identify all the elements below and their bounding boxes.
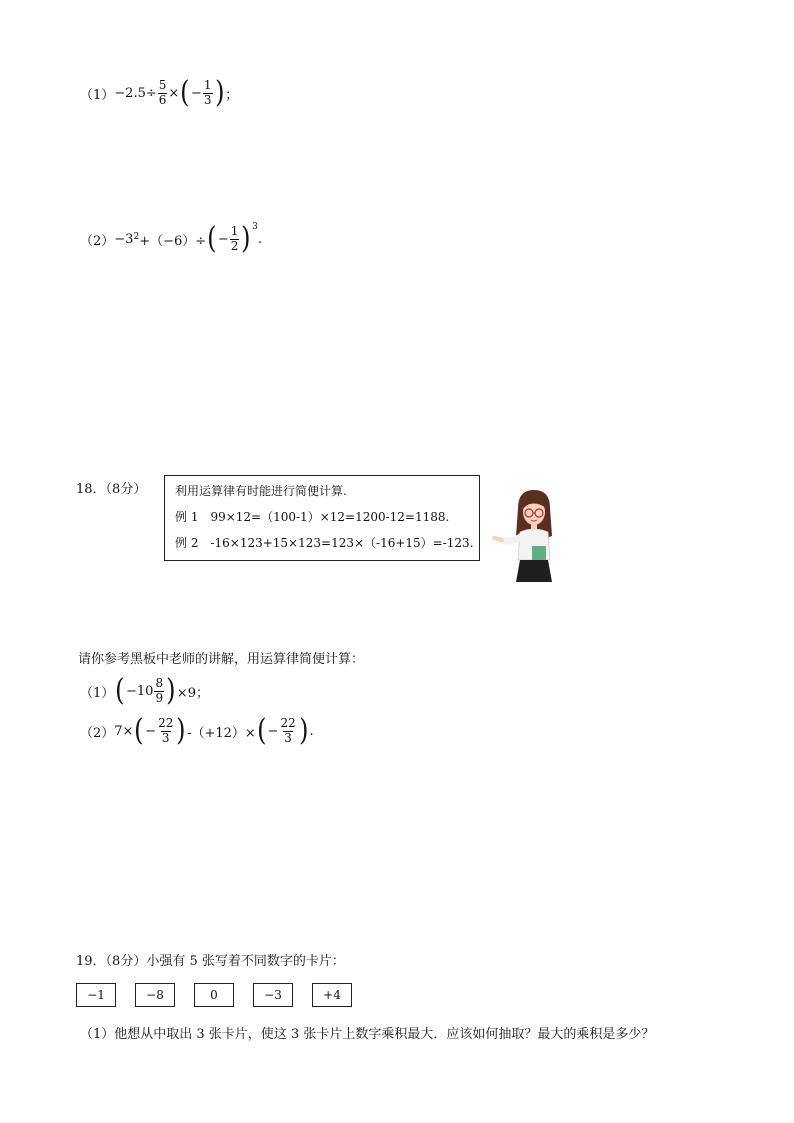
q17-part1-frac1 (158, 79, 168, 106)
q18-part2-frac1 (157, 717, 174, 744)
q18-part2-paren1 (133, 713, 187, 748)
q17-part1-frac2 (203, 79, 213, 106)
q17-part1-paren (179, 75, 225, 110)
right-paren: ) (241, 221, 251, 256)
frac-numerator: 1 (230, 224, 239, 239)
left-paren: ( (207, 221, 217, 256)
q18-part1-label: （1） (80, 685, 115, 701)
minus-sign: − (217, 231, 229, 247)
frac-numerator: 8 (155, 676, 164, 691)
frac-denominator: 3 (203, 92, 212, 107)
number-card: −8 (135, 983, 175, 1007)
blackboard-line3: 例 2 -16×123+15×123=123×（-16+15）=-123. (175, 536, 474, 550)
q17-part2-lead: −3 (114, 231, 134, 247)
q19-part1: （1）他想从中取出 3 张卡片，使这 3 张卡片上数字乘积最大．应该如何抽取？最大的乘积是多少？ (80, 1027, 655, 1042)
q17-part1-label: （1） (80, 87, 115, 103)
q18-instruction: 请你参考黑板中老师的讲解，用运算律简便计算： (78, 652, 365, 667)
teacher-illustration-icon (492, 488, 572, 584)
mixed-whole: −10 (126, 683, 154, 699)
q17-part1 (80, 75, 239, 110)
q19-header: 19．（8分）小强有 5 张写着不同数字的卡片： (76, 954, 345, 969)
number-cards (76, 983, 352, 1007)
q18-part1 (80, 673, 209, 708)
q18-part2-label: （2） (80, 725, 115, 741)
q17-part1-tail: ； (225, 87, 239, 103)
right-paren: ) (298, 713, 309, 748)
number-card: −3 (253, 983, 293, 1007)
exponent: 2 (133, 232, 140, 242)
number-card: −1 (76, 983, 116, 1007)
blackboard-line2: 例 1 99×12=（100-1）×12=1200-12=1188. (175, 510, 450, 524)
q17-part1-lead: −2.5÷ (114, 85, 157, 101)
exponent: 3 (252, 222, 258, 232)
left-paren: ( (180, 75, 190, 110)
q18-part2-tail: . (309, 723, 314, 739)
q18-part1-tail: ×9； (176, 685, 209, 701)
right-paren: ) (214, 75, 225, 110)
minus-sign: − (267, 723, 279, 739)
q18-part1-paren (114, 673, 177, 708)
q17-part2-paren (206, 221, 252, 256)
q18-part2-mid: -（+12）× (187, 725, 256, 741)
left-paren: ( (115, 673, 125, 708)
q17-part2-mid: +（−6）÷ (139, 233, 207, 249)
q17-part2-label: （2） (80, 233, 115, 249)
frac-numerator: 22 (158, 716, 174, 731)
frac-numerator: 5 (158, 78, 167, 93)
q18-part2-paren2 (256, 713, 310, 748)
blackboard-box (164, 475, 480, 561)
frac-denominator: 3 (284, 730, 292, 745)
left-paren: ( (256, 713, 267, 748)
frac-numerator: 1 (203, 78, 212, 93)
q18-part2-lead: 7× (114, 723, 134, 739)
times-sign: × (168, 85, 180, 101)
frac-denominator: 2 (230, 238, 239, 253)
q18-header: 18．（8分） (76, 482, 147, 497)
q17-part2 (80, 221, 262, 256)
right-paren: ) (166, 673, 176, 708)
right-paren: ) (176, 713, 186, 748)
frac-denominator: 6 (158, 92, 167, 107)
q17-part2-frac (230, 225, 240, 252)
q18-part2-frac2 (279, 717, 296, 744)
number-card: 0 (194, 983, 234, 1007)
minus-sign: − (191, 85, 202, 101)
blackboard-line1: 利用运算律有时能进行简便计算. (175, 484, 347, 498)
q18-part2 (80, 713, 314, 748)
frac-denominator: 9 (155, 690, 164, 705)
left-paren: ( (134, 713, 144, 748)
frac-denominator: 3 (161, 730, 170, 745)
q17-part2-tail: . (257, 231, 262, 247)
q18-part1-frac (154, 677, 164, 704)
number-card: +4 (312, 983, 352, 1007)
frac-numerator: 22 (280, 716, 296, 731)
minus-sign: − (145, 723, 157, 739)
